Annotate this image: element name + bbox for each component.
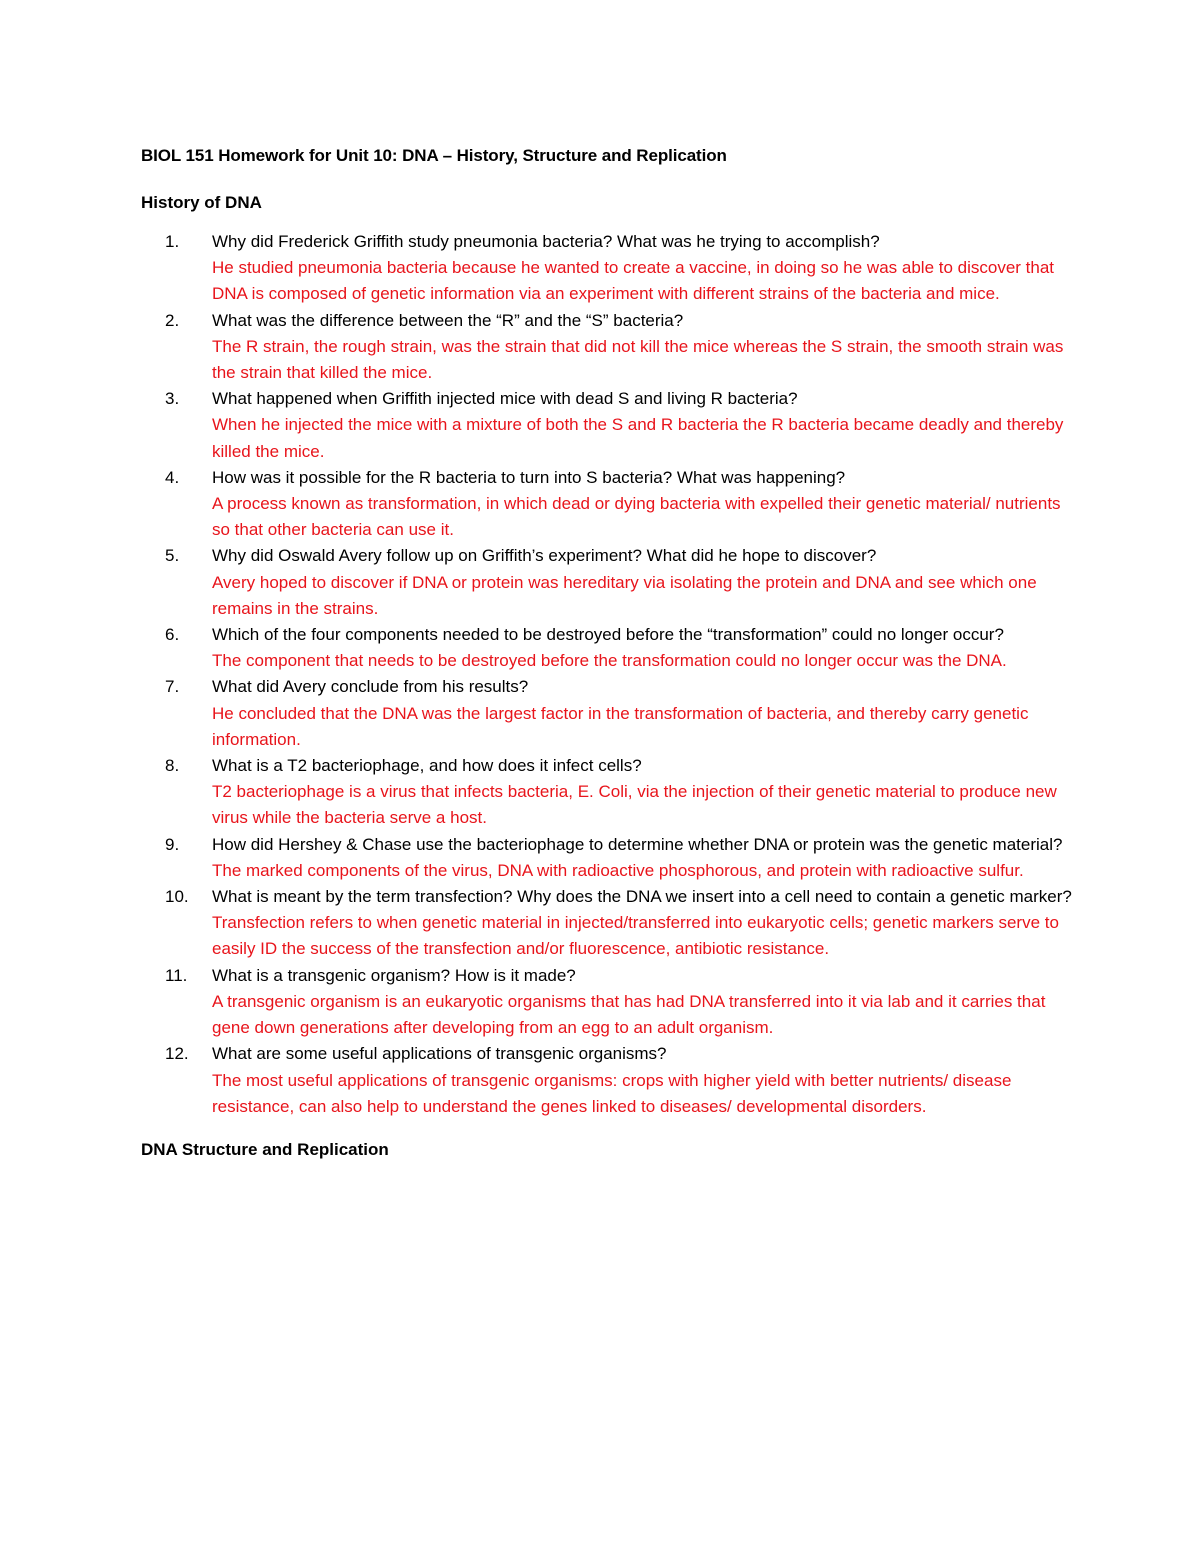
answer-text: The marked components of the virus, DNA with radioactive phosphorous, and protein with radioactive sulfur.: [212, 860, 1024, 880]
question-number: 4.: [165, 467, 180, 487]
question-text: What happened when Griffith injected mice with dead S and living R bacteria?: [212, 389, 798, 409]
list-item: [141, 963, 1080, 1042]
list-item: [141, 622, 1080, 674]
question-text: How did Hershey & Chase use the bacteriophage to determine whether DNA or protein was the genetic material?: [212, 834, 1063, 854]
answer-text: Avery hoped to discover if DNA or protein was hereditary via isolating the protein and DNA and see which one remains in the strains.: [212, 572, 1037, 618]
answer-text: He concluded that the DNA was the largest factor in the transformation of bacteria, and thereby carry genetic information.: [212, 703, 1029, 749]
list-item: [141, 465, 1080, 544]
list-item: [141, 386, 1080, 465]
section-heading-dna-structure: DNA Structure and Replication: [141, 1139, 389, 1159]
question-text: How was it possible for the R bacteria to turn into S bacteria? What was happening?: [212, 467, 846, 487]
list-item: [141, 753, 1080, 832]
document-title: BIOL 151 Homework for Unit 10: DNA – History, Structure and Replication: [141, 146, 727, 165]
question-text: What is a T2 bacteriophage, and how does it infect cells?: [212, 756, 642, 776]
answer-text: A transgenic organism is an eukaryotic organisms that has had DNA transferred into it via lab and it carries that gene down generations after developing from an egg to an adult organism.: [212, 991, 1046, 1038]
question-text: What is a transgenic organism? How is it made?: [212, 965, 576, 985]
list-item: [141, 674, 1080, 753]
question-text: What did Avery conclude from his results?: [212, 677, 529, 697]
question-number: 2.: [165, 310, 180, 330]
question-text: Which of the four components needed to be destroyed before the “transformation” could no longer occur?: [212, 625, 1004, 645]
question-number: 6.: [165, 625, 180, 645]
answer-text: He studied pneumonia bacteria because he wanted to create a vaccine, in doing so he was able to discover that DNA is composed of genetic information via an experiment with different strains of the bacteria and mice.: [212, 258, 1055, 304]
answer-text: When he injected the mice with a mixture of both the S and R bacteria the R bacteria became deadly and thereby killed the mice.: [212, 415, 1064, 461]
question-text: What is meant by the term transfection? Why does the DNA we insert into a cell need to contain a genetic marker?: [212, 887, 1072, 907]
answer-text: T2 bacteriophage is a virus that infects bacteria, E. Coli, via the injection of their genetic material to produce new virus while the bacteria serve a host.: [212, 782, 1057, 828]
question-number: 3.: [165, 389, 180, 409]
question-number: 9.: [165, 834, 180, 854]
list-item: [141, 884, 1080, 963]
question-number: 10.: [165, 887, 189, 907]
answer-text: A process known as transformation, in which dead or dying bacteria with expelled their genetic material/ nutrients so that other bacteria can use it.: [212, 494, 1061, 540]
question-number: 8.: [165, 756, 180, 776]
list-item: [141, 832, 1080, 884]
list-item: [141, 543, 1080, 622]
question-list: [141, 229, 1080, 1120]
answer-text: The component that needs to be destroyed before the transformation could no longer occur was the DNA.: [212, 651, 1007, 671]
list-item: [141, 308, 1080, 387]
question-text: Why did Frederick Griffith study pneumonia bacteria? What was he trying to accomplish?: [212, 232, 880, 251]
question-number: 5.: [165, 546, 180, 566]
list-item: [141, 1041, 1080, 1120]
list-item: [141, 229, 1080, 308]
answer-text: The most useful applications of transgenic organisms: crops with higher yield with better nutrients/ disease resistance, can also help to understand the genes linked to diseases/ developmental disorders.: [212, 1070, 1012, 1116]
question-number: 1.: [165, 232, 180, 251]
question-number: 7.: [165, 677, 180, 697]
answer-text: Transfection refers to when genetic material in injected/transferred into eukaryotic cells; genetic markers serve to easily ID the success of the transfection and/or fluorescence, antibiotic resistance.: [212, 913, 1059, 959]
question-number: 11.: [165, 965, 188, 985]
question-text: Why did Oswald Avery follow up on Griffith’s experiment? What did he hope to discover?: [212, 546, 877, 566]
question-text: What was the difference between the “R” and the “S” bacteria?: [212, 310, 684, 330]
section-heading-history: History of DNA: [141, 193, 262, 212]
question-text: What are some useful applications of transgenic organisms?: [212, 1044, 667, 1064]
question-number: 12.: [165, 1044, 189, 1064]
answer-text: The R strain, the rough strain, was the strain that did not kill the mice whereas the S strain, the smooth strain was the strain that killed the mice.: [212, 336, 1064, 383]
